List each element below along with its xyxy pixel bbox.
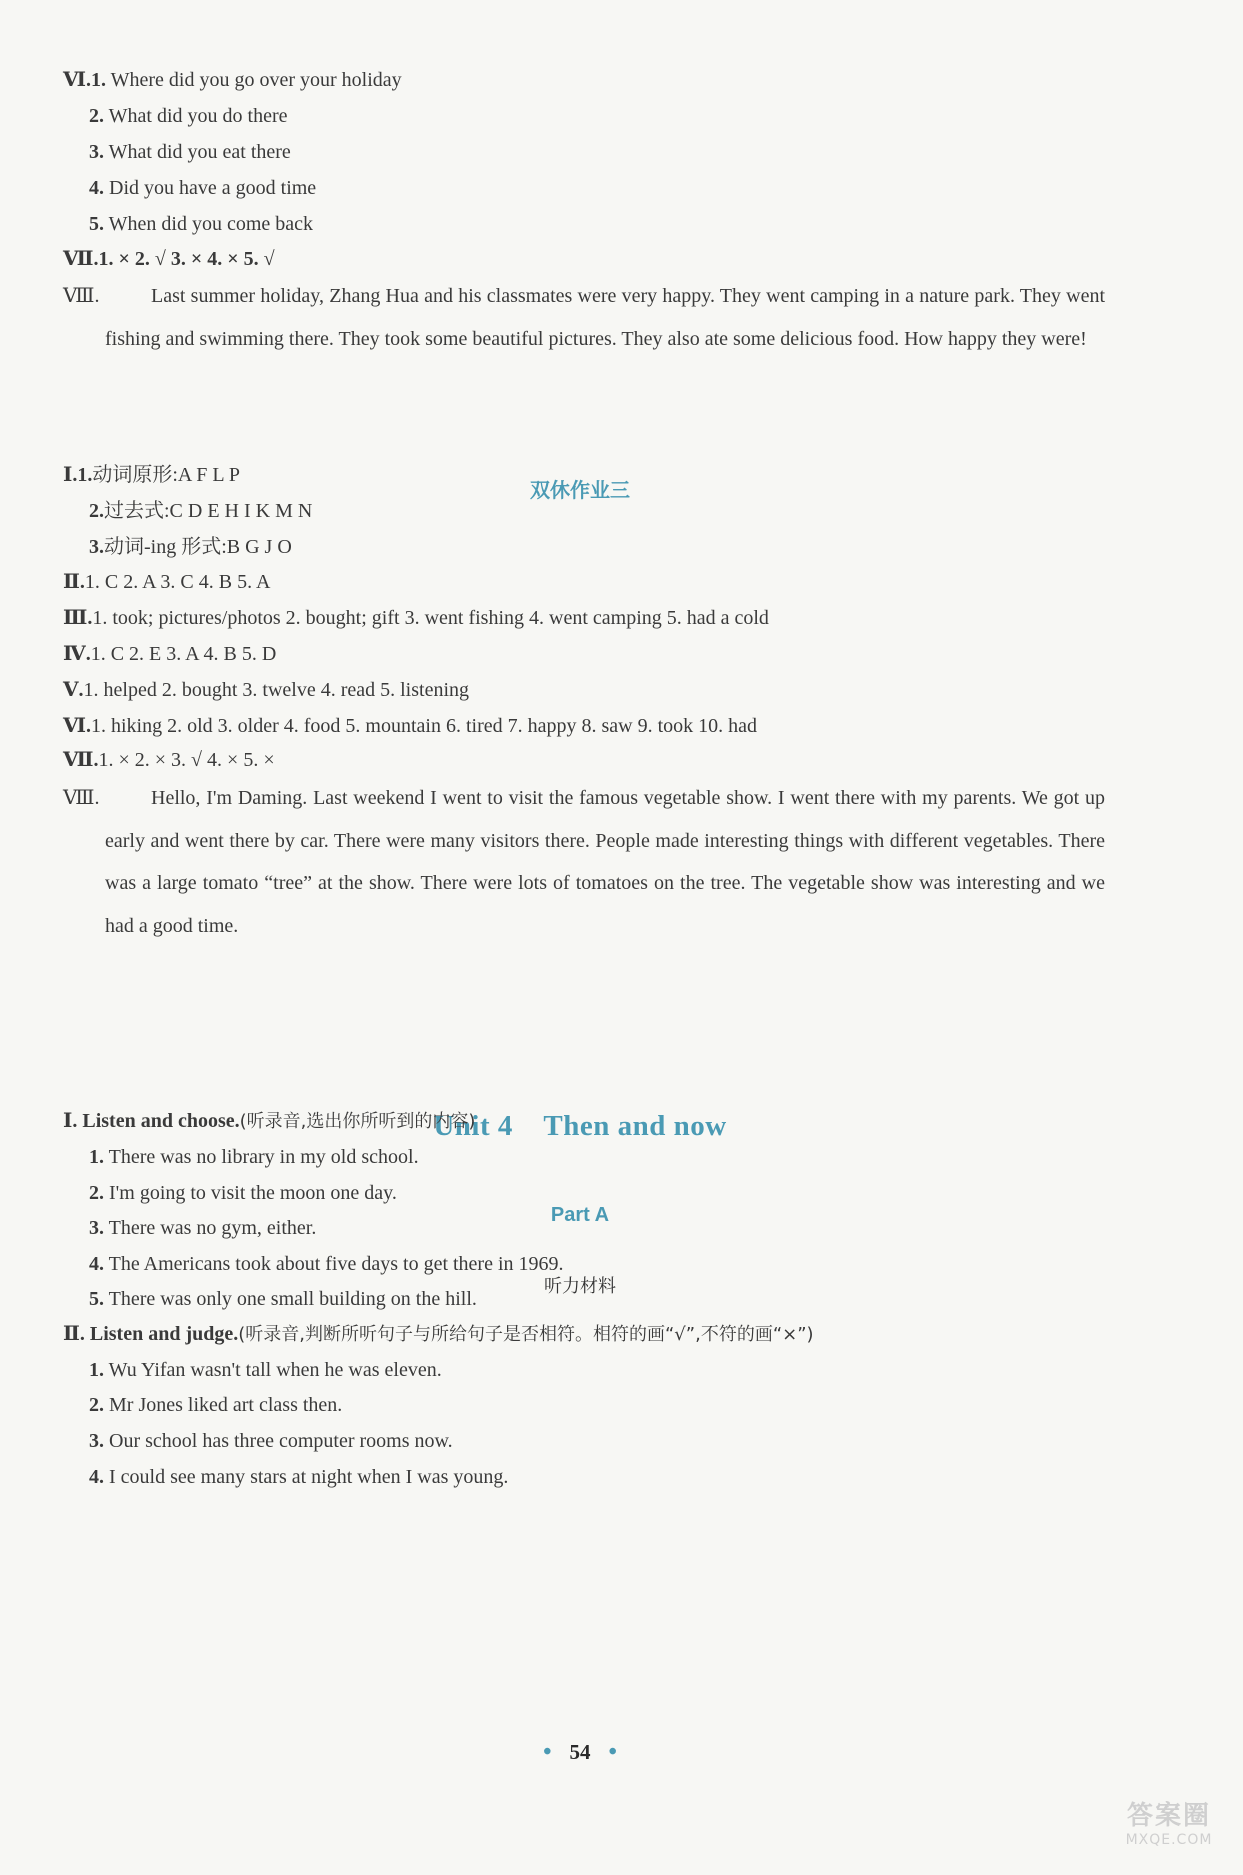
item-number: 2. <box>89 105 104 127</box>
item-number: 4. <box>89 177 104 199</box>
item-number: 2. <box>89 1394 104 1416</box>
listen1-heading-cn: (听录音,选出你所听到的内容) <box>239 1111 476 1132</box>
item-text: Wu Yifan wasn't tall when he was eleven. <box>108 1359 442 1381</box>
listen2-item-3 <box>89 1427 453 1455</box>
watermark-top: 答案圈 <box>1126 1801 1211 1831</box>
listen1-item-4 <box>89 1250 564 1278</box>
listen2-heading-en: Ⅱ. Listen and judge. <box>63 1323 239 1345</box>
hw-s6-answers <box>63 712 757 740</box>
item-text: What did you eat there <box>108 141 291 163</box>
item-text: Our school has three computer rooms now. <box>109 1430 453 1452</box>
hw-s3-answers <box>63 604 769 632</box>
item-number: 1. <box>89 1146 104 1168</box>
watermark-logo <box>1109 1795 1229 1865</box>
hw-s2-text: 1. C 2. A 3. C 4. B 5. A <box>84 571 271 593</box>
hw-s6-text: 1. hiking 2. old 3. older 4. food 5. mountain 6. tired 7. happy 8. saw 9. took 10. had <box>91 715 758 737</box>
section6-item-3 <box>89 138 291 166</box>
section6-item-5 <box>89 210 313 238</box>
section6-item-1 <box>63 66 402 94</box>
listen1-heading-en: Ⅰ. Listen and choose. <box>63 1110 240 1132</box>
listen1-item-2 <box>89 1179 397 1207</box>
item-number: 2. <box>89 1182 104 1204</box>
hw-s2-label: Ⅱ. <box>63 571 85 593</box>
item-text: I'm going to visit the moon one day. <box>109 1182 397 1204</box>
hw-s4-answers <box>63 640 276 668</box>
item-number: 4. <box>89 1466 104 1488</box>
listen2-item-4 <box>89 1463 508 1491</box>
item-text: 动词-ing 形式:B G J O <box>104 536 292 558</box>
hw-s5-text: 1. helped 2. bought 3. twelve 4. read 5. listening <box>83 679 470 701</box>
item-number: 5. <box>89 1288 104 1310</box>
listen1-item-3 <box>89 1214 316 1242</box>
unit-title: Unit 4 Then and now <box>433 1110 727 1142</box>
hw-s6-label: Ⅵ. <box>63 715 91 737</box>
item-number: 3. <box>89 141 104 163</box>
item-text: 动词原形:A F L P <box>92 464 240 486</box>
section7-text: 1. × 2. √ 3. × 4. × 5. √ <box>98 248 275 270</box>
section8-label: Ⅷ. <box>63 285 100 307</box>
item-number: 3. <box>89 536 104 558</box>
hw-s1-item-2 <box>89 497 312 525</box>
item-text: What did you do there <box>108 105 288 127</box>
item-text: I could see many stars at night when I was young. <box>109 1466 509 1488</box>
section6-item-2 <box>89 102 287 130</box>
section7-label: Ⅶ. <box>63 248 99 270</box>
item-number: 2. <box>89 500 104 522</box>
listen1-item-5 <box>89 1285 477 1313</box>
section6-label: Ⅵ. <box>63 69 91 91</box>
item-text: The Americans took about five days to get there in 1969. <box>108 1253 564 1275</box>
homework-title: 双休作业三 <box>530 478 630 502</box>
watermark-bottom: MXQE.COM <box>1125 1832 1213 1848</box>
hw-s1-label: Ⅰ. <box>63 464 78 486</box>
hw-s7-text: 1. × 2. × 3. √ 4. × 5. × <box>98 749 275 771</box>
item-text: 过去式:C D E H I K M N <box>104 500 313 522</box>
item-text: When did you come back <box>108 213 314 235</box>
item-number: 3. <box>89 1430 104 1452</box>
listen2-heading <box>63 1320 814 1349</box>
item-number: 1. <box>77 464 93 486</box>
section7-answers <box>63 245 275 273</box>
page-number <box>0 1739 1160 1766</box>
page-number-value: 54 <box>569 1740 591 1764</box>
listen1-heading <box>63 1107 475 1136</box>
listen1-item-1 <box>89 1143 419 1171</box>
hw-s1-item-3 <box>89 533 292 561</box>
hw-s3-label: Ⅲ. <box>63 607 93 629</box>
item-number: 1. <box>91 69 106 91</box>
listen2-item-1 <box>89 1356 442 1384</box>
listening-title: 听力材料 <box>544 1276 616 1297</box>
hw-s2-answers <box>63 568 270 596</box>
item-number: 1. <box>89 1359 104 1381</box>
item-number: 5. <box>89 213 104 235</box>
dot-icon: • <box>608 1739 617 1765</box>
hw-s5-answers <box>63 676 469 704</box>
hw-s7-label: Ⅶ. <box>63 749 99 771</box>
item-text: There was only one small building on the hill. <box>108 1288 477 1310</box>
hw-s8-paragraph: Hello, I'm Daming. Last weekend I went to visit the famous vegetable show. I went there with my parents. We got up early and went there by car. There were many visitors there. People made interesting things with different vegetables. There was a large tomato “tree” at the show. There were lots of tomatoes on the tree. The vegetable show was interesting and we had a good time. <box>105 787 1105 937</box>
section6-item-4 <box>89 174 316 202</box>
item-number: 4. <box>89 1253 104 1275</box>
part-title: Part A <box>550 1204 610 1226</box>
section8-paragraph: Last summer holiday, Zhang Hua and his classmates were very happy. They went camping in a nature park. They went fishing and swimming there. They took some beautiful pictures. They also ate some delicious food. How happy they were! <box>105 285 1105 350</box>
item-text: Where did you go over your holiday <box>110 69 402 91</box>
item-text: There was no library in my old school. <box>108 1146 419 1168</box>
hw-s3-text: 1. took; pictures/photos 2. bought; gift 3. went fishing 4. went camping 5. had a cold <box>92 607 769 629</box>
item-text: Mr Jones liked art class then. <box>109 1394 343 1416</box>
listen2-item-2 <box>89 1391 342 1419</box>
dot-icon: • <box>543 1739 552 1765</box>
hw-s8-label: Ⅷ. <box>63 787 100 809</box>
hw-s1-item-1 <box>63 461 240 489</box>
hw-s5-label: Ⅴ. <box>63 679 84 701</box>
item-number: 3. <box>89 1217 104 1239</box>
hw-s4-label: Ⅳ. <box>63 643 91 665</box>
item-text: Did you have a good time <box>109 177 317 199</box>
hw-s7-answers <box>63 746 275 774</box>
listen2-heading-cn: (听录音,判断所听句子与所给句子是否相符。相符的画“√”,不符的画“×”) <box>238 1324 814 1345</box>
item-text: There was no gym, either. <box>108 1217 317 1239</box>
hw-s4-text: 1. C 2. E 3. A 4. B 5. D <box>90 643 277 665</box>
